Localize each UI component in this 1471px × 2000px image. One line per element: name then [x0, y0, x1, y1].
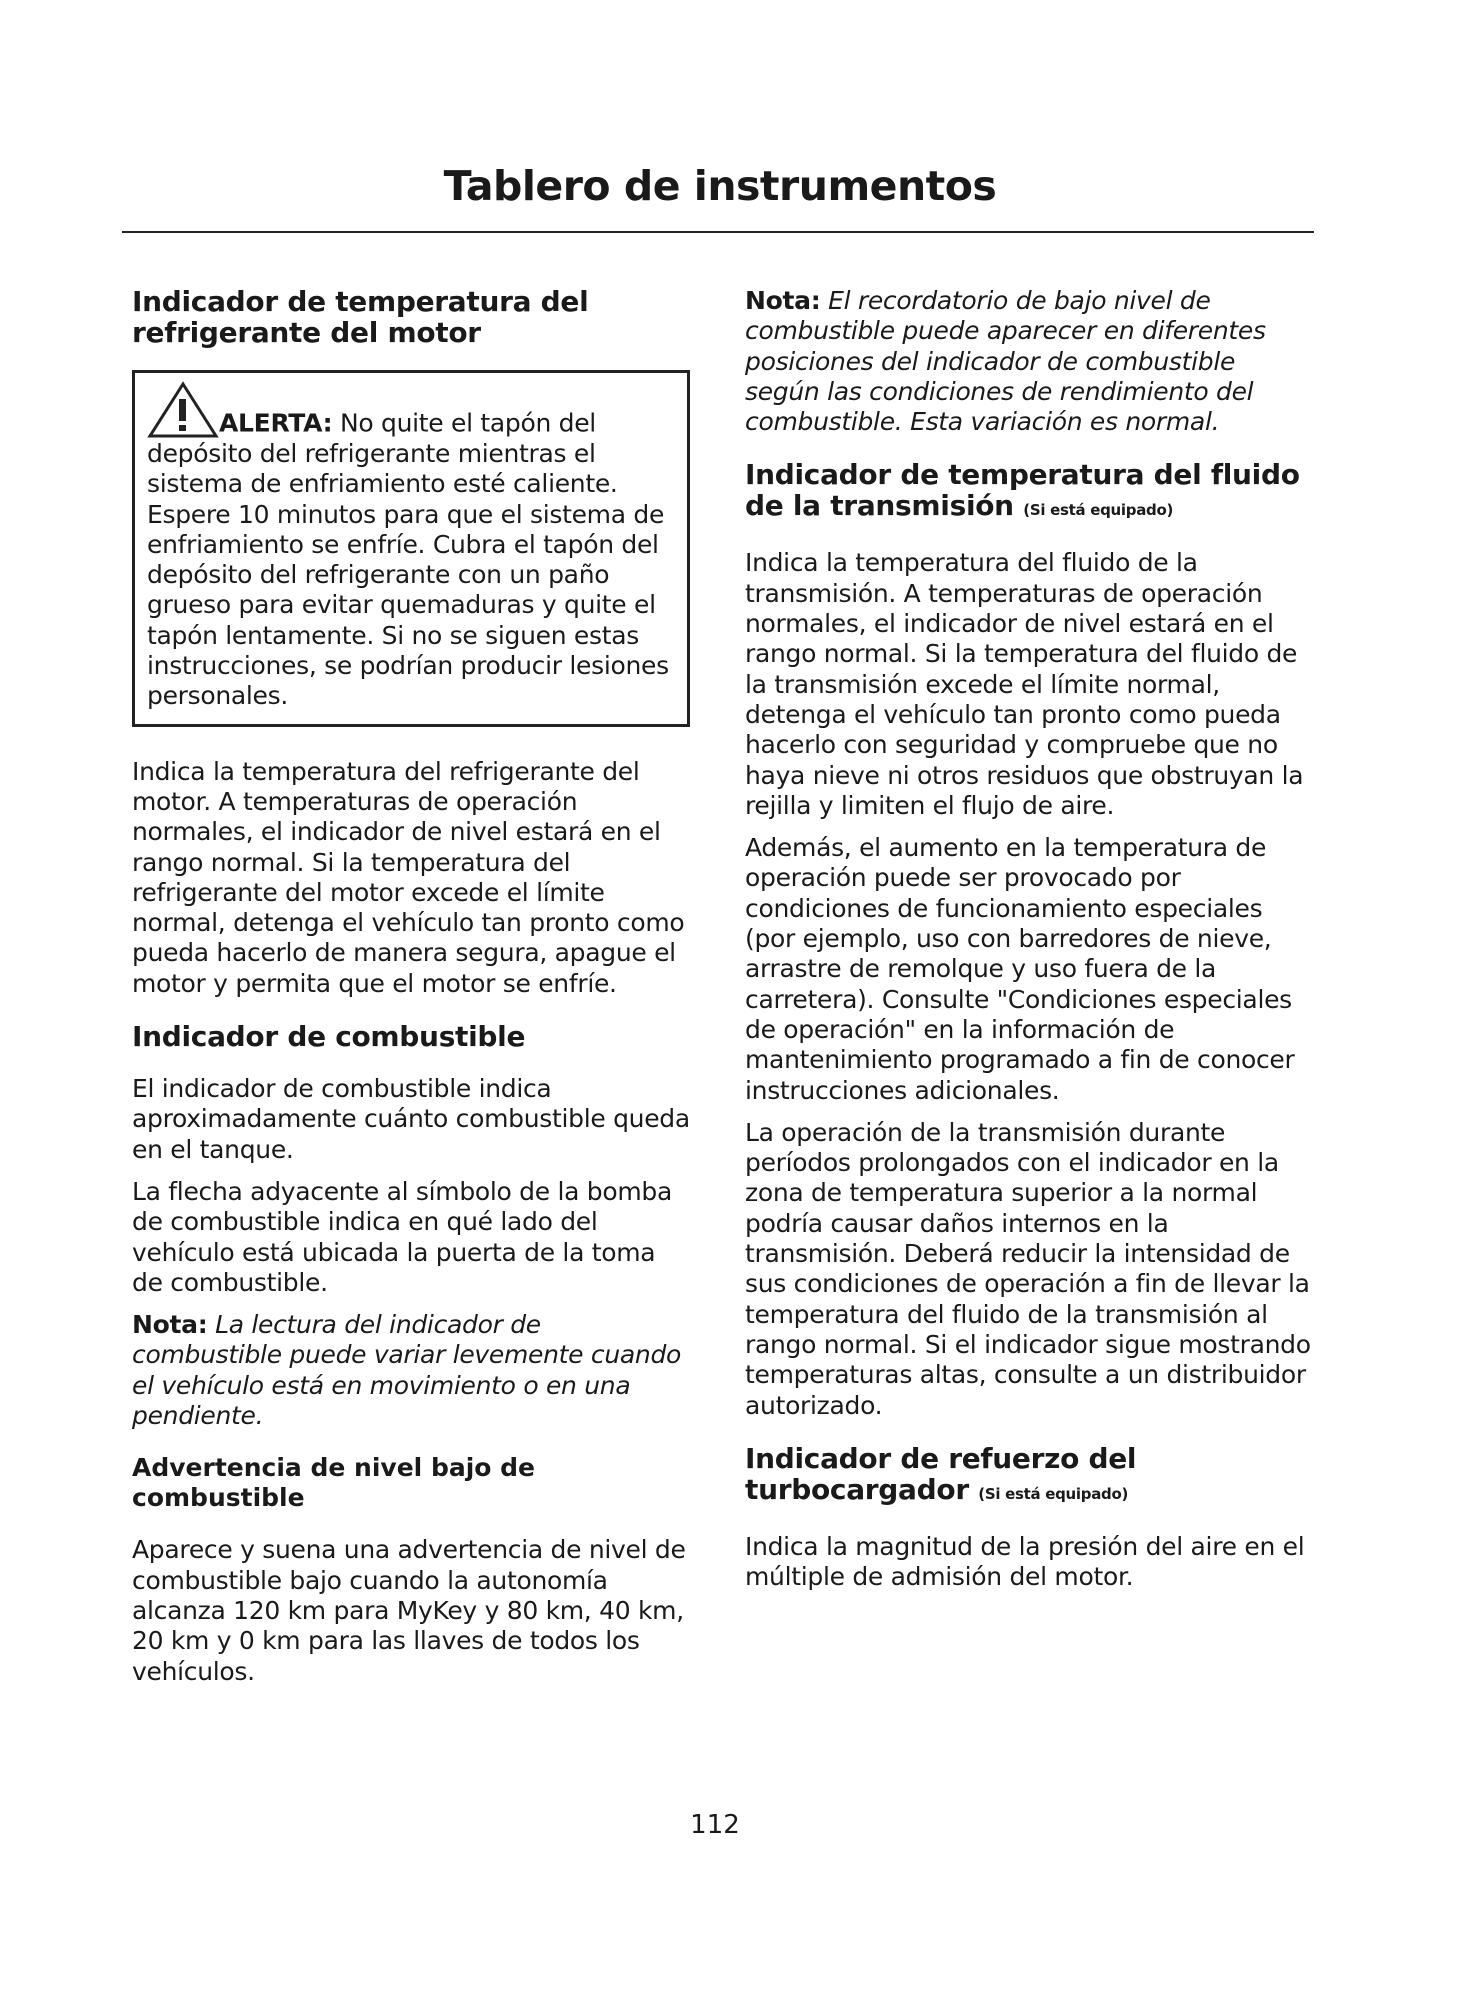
low-fuel-body: Aparece y suena una advertencia de nivel de combustible bajo cuando la autonomía alcanza 120 km para MyKey y 80 km, 40 km, 20 km y 0 km para las llaves de todos los vehículos. — [132, 1535, 686, 1686]
title-divider — [122, 231, 1314, 233]
alert-paragraph — [147, 381, 675, 712]
fuel-paragraph-2: La flecha adyacente al símbolo de la bomba de combustible indica en qué lado del vehículo está ubicada la puerta de la toma de combustible. — [132, 1176, 672, 1297]
turbo-heading-text: Indicador de refuerzo del turbocargador — [745, 1441, 1137, 1506]
fuel-note — [132, 1310, 690, 1431]
fuel-paragraph-1: El indicador de combustible indica aproximadamente cuánto combustible queda en el tanque. — [132, 1074, 690, 1164]
warning-triangle-icon — [147, 381, 219, 439]
right-note-text: El recordatorio de bajo nivel de combustible puede aparecer en diferentes posiciones del indicador de combustible según las condiciones de rendimiento del combustible. Esta variación es normal. — [745, 286, 1266, 437]
fuel-note-text: La lectura del indicador de combustible puede variar levemente cuando el vehículo está en movimiento o en una pendiente. — [132, 1310, 682, 1431]
turbo-body: Indica la magnitud de la presión del aire en el múltiple de admisión del motor. — [745, 1531, 1305, 1592]
turbo-heading-suffix: (Si está equipado) — [978, 1484, 1129, 1503]
alert-box — [132, 370, 690, 727]
left-column — [132, 286, 690, 1699]
page-title: Tablero de instrumentos — [443, 162, 997, 210]
right-note-label: Nota: — [745, 286, 821, 315]
transmission-paragraph-1: Indica la temperatura del fluido de la transmisión. A temperaturas de operación normales, el indicador de nivel estará en el rango normal. Si la temperatura del fluido de la transmisión excede el límite normal, detenga el vehículo tan pronto como pueda hacerlo con seguridad y compruebe que no haya nieve ni otros residuos que obstruyan la rejilla y limiten el flujo de aire. — [745, 548, 1304, 820]
fuel-note-label: Nota: — [132, 1310, 208, 1340]
transmission-heading — [745, 459, 1315, 526]
transmission-paragraph-2: Además, el aumento en la temperatura de operación puede ser provocado por condiciones de funcionamiento especiales (por ejemplo, uso con barredores de nieve, arrastre de remolque y uso fuera de la carretera). Consulte "Condiciones especiales de operación" en la información de mantenimiento programado a fin de conocer instrucciones adicionales. — [745, 833, 1295, 1105]
turbo-heading — [745, 1443, 1315, 1510]
right-column — [745, 286, 1315, 1604]
page-number: 112 — [690, 1810, 740, 1840]
alert-text: No quite el tapón del depósito del refrigerante mientras el sistema de enfriamiento esté caliente. Espere 10 minutos para que el sistema de enfriamiento se enfríe. Cubra el tapón del depósito del refrigerante con un paño grueso para evitar quemaduras y quite el tapón lentamente. Si no se siguen estas instrucciones, se podrían producir lesiones personales. — [147, 408, 669, 711]
transmission-heading-text: Indicador de temperatura del fluido de la transmisión — [745, 458, 1300, 523]
low-fuel-heading: Advertencia de nivel bajo de combustible — [132, 1453, 536, 1513]
coolant-heading: Indicador de temperatura del refrigerante del motor — [132, 285, 589, 349]
transmission-paragraph-3: La operación de la transmisión durante períodos prolongados con el indicador en la zona de temperatura superior a la normal podría causar daños internos en la transmisión. Deberá reducir la intensidad de sus condiciones de operación a fin de llevar la temperatura del fluido de la transmisión al rango normal. Si el indicador sigue mostrando temperaturas altas, consulte a un distribuidor autorizado. — [745, 1117, 1311, 1420]
fuel-heading: Indicador de combustible — [132, 1020, 526, 1054]
transmission-heading-suffix: (Si está equipado) — [1023, 501, 1174, 520]
coolant-body: Indica la temperatura del refrigerante del motor. A temperaturas de operación normales, el indicador de nivel estará en el rango normal. Si la temperatura del refrigerante del motor excede el límite normal, detenga el vehículo tan pronto como pueda hacerlo de manera segura, apague el motor y permita que el motor se enfríe. — [132, 756, 685, 998]
right-note — [745, 286, 1315, 437]
alert-label: ALERTA: — [219, 408, 333, 438]
